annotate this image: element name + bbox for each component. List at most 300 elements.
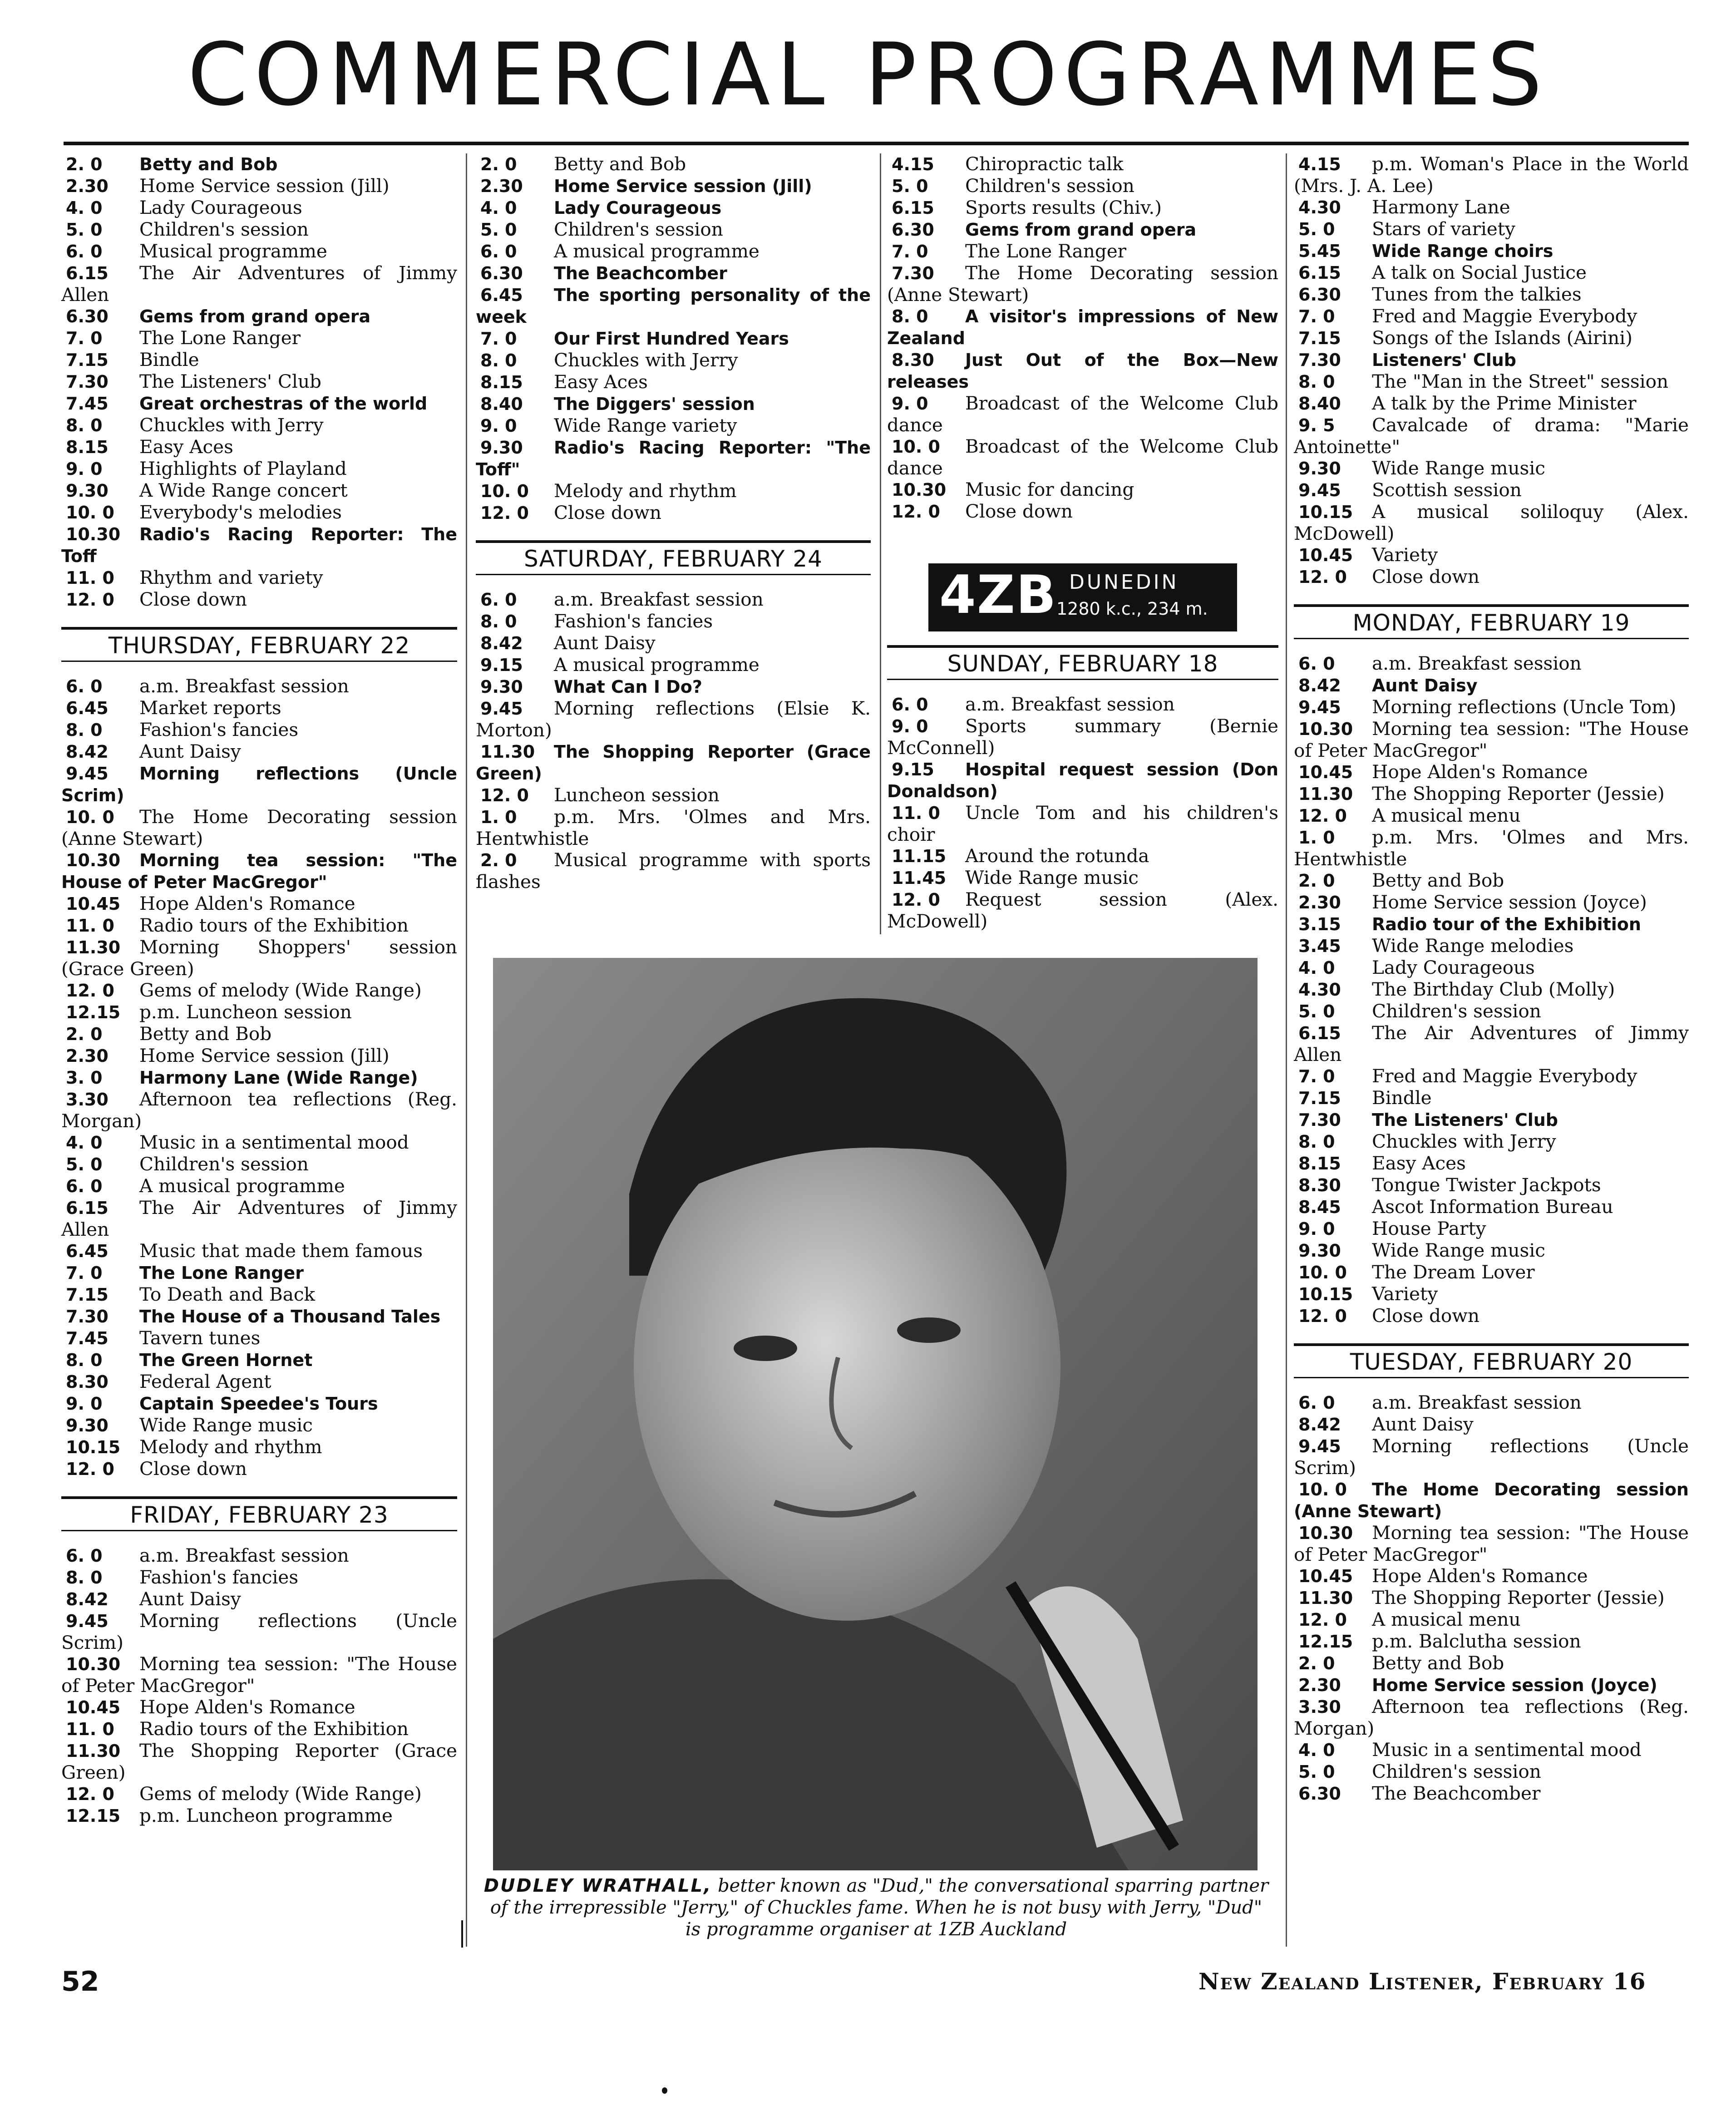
programme-title: The Air Adventures of Jimmy Allen — [61, 1197, 457, 1240]
programme-entry — [1294, 1652, 1689, 1674]
programme-entry — [476, 219, 871, 241]
programme-title: Chuckles with Jerry — [1372, 1130, 1556, 1152]
programme-title: Hospital request session (Don Donaldson) — [887, 760, 1278, 801]
programme-entry — [1294, 913, 1689, 935]
programme-entry — [887, 759, 1278, 802]
programme-title: Close down — [554, 502, 662, 523]
thursday-heading: THURSDAY, FEBRUARY 22 — [61, 627, 457, 662]
programme-entry — [61, 458, 457, 480]
programme-title: Wide Range music — [1372, 1239, 1545, 1261]
programme-entry — [887, 241, 1278, 262]
programme-title: The Lone Ranger — [965, 240, 1127, 262]
caption-name: DUDLEY WRATHALL, — [483, 1875, 712, 1896]
footer-rule — [461, 1920, 463, 1948]
programme-entry — [61, 697, 457, 719]
programme-time: 2. 0 — [66, 154, 103, 174]
programme-entry — [887, 306, 1278, 349]
programme-time: 12. 0 — [66, 1459, 114, 1479]
programme-time: 12.15 — [66, 1806, 121, 1826]
programme-title: Cavalcade of drama: "Marie Antoinette" — [1294, 414, 1689, 458]
programme-title: Betty and Bob — [1372, 869, 1504, 891]
programme-entry — [61, 219, 457, 241]
programme-title: Broadcast of the Welcome Club dance — [887, 435, 1278, 479]
programme-entry — [1294, 1609, 1689, 1631]
programme-time: 10.30 — [1298, 1523, 1353, 1543]
programme-time: 7.30 — [66, 372, 108, 392]
programme-entry — [61, 741, 457, 763]
programme-time: 4.30 — [1298, 980, 1341, 1000]
programme-title: Highlights of Playland — [139, 458, 347, 479]
programme-time: 9.45 — [1298, 697, 1341, 717]
programme-time: 7. 0 — [480, 329, 517, 349]
programme-entry — [476, 153, 871, 175]
programme-title: The Beachcomber — [1372, 1782, 1541, 1804]
programme-entry — [1294, 1001, 1689, 1022]
programme-entry — [61, 1653, 457, 1697]
programme-entry — [61, 676, 457, 697]
programme-time: 8.42 — [480, 633, 523, 653]
programme-time: 7. 0 — [892, 242, 928, 261]
title-rule — [64, 142, 1689, 145]
programme-time: 12. 0 — [66, 590, 114, 610]
programme-time: 9. 0 — [892, 394, 928, 414]
programme-entry — [887, 501, 1278, 523]
programme-title: Fashion's fancies — [554, 610, 713, 632]
programme-time: 10.45 — [66, 894, 121, 914]
programme-title: a.m. Breakfast session — [139, 675, 349, 697]
programme-time: 5. 0 — [66, 220, 103, 240]
programme-entry — [61, 1023, 457, 1045]
programme-title: Harmony Lane — [1372, 196, 1510, 218]
programme-entry — [61, 1045, 457, 1067]
programme-time: 10.30 — [892, 480, 947, 500]
programme-entry — [476, 611, 871, 632]
programme-title: Aunt Daisy — [1372, 1413, 1474, 1435]
programme-time: 10. 0 — [892, 437, 940, 457]
programme-title: Tongue Twister Jackpots — [1372, 1174, 1601, 1196]
programme-time: 3.30 — [66, 1090, 108, 1110]
programme-title: The Air Adventures of Jimmy Allen — [61, 262, 457, 306]
programme-entry — [61, 153, 457, 175]
programme-time: 8.40 — [480, 394, 523, 414]
programme-entry — [887, 845, 1278, 867]
programme-title: Radio tours of the Exhibition — [139, 1718, 409, 1740]
programme-title: Musical programme with sports flashes — [476, 849, 871, 893]
programme-entry — [476, 741, 871, 784]
programme-title: Afternoon tea reflections (Reg. Morgan) — [61, 1088, 457, 1132]
programme-title: Uncle Tom and his children's choir — [887, 802, 1278, 845]
programme-entry — [1294, 1783, 1689, 1805]
publication-line: New Zealand Listener, February 16 — [1198, 1968, 1647, 1995]
programme-title: The "Man in the Street" session — [1372, 370, 1669, 392]
programme-time: 6.15 — [1298, 263, 1341, 283]
programme-time: 10.45 — [1298, 545, 1353, 565]
programme-time: 12. 0 — [66, 1784, 114, 1804]
programme-entry — [1294, 935, 1689, 957]
programme-title: Morning Shoppers' session (Grace Green) — [61, 936, 457, 980]
programme-entry — [887, 867, 1278, 889]
friday-heading: FRIDAY, FEBRUARY 23 — [61, 1496, 457, 1531]
programme-entry — [61, 523, 457, 567]
programme-time: 10.15 — [66, 1437, 121, 1457]
tuesday-heading: TUESDAY, FEBRUARY 20 — [1294, 1343, 1689, 1378]
programme-time: 2. 0 — [1298, 871, 1335, 891]
programme-title: Betty and Bob — [139, 1023, 272, 1045]
column-divider-2 — [880, 153, 881, 934]
programme-entry — [61, 589, 457, 611]
programme-time: 4. 0 — [66, 198, 103, 218]
programme-title: Betty and Bob — [1372, 1652, 1504, 1674]
programme-entry — [1294, 197, 1689, 218]
programme-time: 9. 0 — [480, 416, 517, 436]
programme-entry — [61, 1436, 457, 1458]
programme-time: 6. 0 — [66, 1546, 103, 1566]
programme-title: Fred and Maggie Everybody — [1372, 305, 1637, 327]
programme-time: 8.42 — [1298, 1415, 1341, 1435]
programme-title: Our First Hundred Years — [554, 329, 789, 349]
programme-time: 5.45 — [1298, 241, 1341, 261]
programme-title: Easy Aces — [554, 371, 648, 393]
programme-entry — [61, 306, 457, 327]
programme-title: Easy Aces — [139, 436, 233, 458]
monday-heading: MONDAY, FEBRUARY 19 — [1294, 604, 1689, 639]
programme-entry — [61, 436, 457, 458]
programme-time: 3.30 — [1298, 1697, 1341, 1717]
programme-time: 10. 0 — [1298, 1263, 1347, 1282]
programme-entry — [1294, 870, 1689, 892]
programme-time: 5. 0 — [480, 220, 517, 240]
programme-time: 8.30 — [1298, 1175, 1341, 1195]
programme-time: 4. 0 — [480, 198, 517, 218]
programme-time: 10.15 — [1298, 1284, 1353, 1304]
programme-time: 7. 0 — [1298, 306, 1335, 326]
programme-title: p.m. Luncheon session — [139, 1001, 352, 1023]
programme-entry — [476, 241, 871, 262]
programme-time: 8. 0 — [1298, 372, 1335, 392]
programme-title: The Shopping Reporter (Jessie) — [1372, 783, 1665, 804]
programme-time: 9. 0 — [66, 459, 103, 479]
programme-time: 7.30 — [1298, 1110, 1341, 1130]
programme-title: p.m. Woman's Place in the World (Mrs. J. A. Lee) — [1294, 153, 1689, 197]
page-title: COMMERCIAL PROGRAMMES — [187, 25, 1549, 125]
programme-time: 10. 0 — [66, 503, 114, 523]
programme-title: Sports summary (Bernie McConnell) — [887, 715, 1278, 759]
col2-top-list — [476, 153, 871, 524]
programme-entry — [476, 437, 871, 480]
programme-time: 9.30 — [480, 438, 523, 458]
programme-time: 12. 0 — [66, 981, 114, 1001]
station-frequency: 1280 k.c., 234 m. — [1056, 599, 1208, 619]
programme-entry — [61, 349, 457, 371]
programme-title: Home Service session (Jill) — [554, 176, 812, 196]
programme-entry — [61, 480, 457, 502]
programme-title: The Lone Ranger — [139, 1263, 304, 1283]
programme-time: 8. 0 — [480, 612, 517, 631]
programme-time: 6. 0 — [480, 242, 517, 261]
programme-time: 7.15 — [66, 1285, 108, 1305]
station-banner — [928, 563, 1237, 631]
programme-title: Request session (Alex. McDowell) — [887, 888, 1278, 932]
programme-title: Federal Agent — [139, 1371, 271, 1392]
programme-entry — [1294, 1392, 1689, 1414]
programme-title: a.m. Breakfast session — [1372, 1391, 1582, 1413]
programme-time: 7.15 — [1298, 328, 1341, 348]
programme-entry — [61, 1371, 457, 1393]
programme-entry — [61, 1240, 457, 1262]
programme-entry — [1294, 1065, 1689, 1087]
programme-title: Broadcast of the Welcome Club dance — [887, 392, 1278, 436]
programme-entry — [1294, 1240, 1689, 1262]
programme-title: Listeners' Club — [1372, 350, 1517, 370]
programme-entry — [1294, 544, 1689, 566]
friday-list — [61, 1545, 457, 1827]
programme-time: 2. 0 — [66, 1024, 103, 1044]
programme-time: 6. 0 — [1298, 1393, 1335, 1413]
programme-time: 6. 0 — [892, 695, 928, 715]
programme-title: The Shopping Reporter (Jessie) — [1372, 1587, 1665, 1608]
programme-entry — [1294, 827, 1689, 870]
programme-title: Great orchestras of the world — [139, 394, 428, 414]
column-2 — [476, 153, 871, 893]
programme-entry — [61, 1197, 457, 1240]
programme-entry — [1294, 1283, 1689, 1305]
programme-title: p.m. Mrs. 'Olmes and Mrs. Hentwhistle — [1294, 826, 1689, 870]
programme-title: Hope Alden's Romance — [1372, 1565, 1588, 1587]
programme-entry — [476, 676, 871, 698]
programme-entry — [887, 694, 1278, 715]
sunday-list — [887, 694, 1278, 932]
programme-time: 1. 0 — [480, 807, 517, 827]
programme-title: Gems of melody (Wide Range) — [139, 1783, 422, 1805]
programme-time: 12. 0 — [892, 890, 940, 910]
programme-time: 4.15 — [892, 154, 934, 174]
programme-entry — [61, 1067, 457, 1089]
programme-entry — [1294, 1196, 1689, 1218]
programme-title: Sports results (Chiv.) — [965, 197, 1162, 218]
programme-time: 8. 0 — [1298, 1132, 1335, 1152]
programme-title: Gems from grand opera — [965, 220, 1197, 240]
programme-entry — [887, 393, 1278, 436]
programme-entry — [61, 1154, 457, 1175]
programme-time: 8.40 — [1298, 394, 1341, 414]
programme-entry — [1294, 371, 1689, 393]
programme-title: a.m. Breakfast session — [1372, 652, 1582, 674]
programme-entry — [1294, 1131, 1689, 1153]
programme-entry — [1294, 393, 1689, 414]
programme-entry — [887, 715, 1278, 759]
programme-title: Hope Alden's Romance — [139, 893, 355, 914]
programme-time: 12.15 — [1298, 1632, 1353, 1652]
programme-title: The Listeners' Club — [1372, 1110, 1558, 1130]
programme-title: Children's session — [139, 1153, 309, 1175]
programme-entry — [476, 328, 871, 350]
programme-entry — [476, 262, 871, 284]
programme-time: 2.30 — [480, 176, 523, 196]
programme-title: Morning tea session: "The House of Peter MacGregor" — [61, 850, 457, 892]
programme-title: Gems from grand opera — [139, 306, 371, 326]
programme-title: a.m. Breakfast session — [139, 1544, 349, 1566]
programme-entry — [1294, 262, 1689, 284]
programme-time: 12. 0 — [480, 503, 529, 523]
programme-entry — [1294, 1674, 1689, 1696]
programme-time: 12. 0 — [892, 502, 940, 522]
programme-time: 6.15 — [892, 198, 934, 218]
programme-title: Betty and Bob — [554, 153, 686, 175]
programme-title: A musical programme — [139, 1175, 345, 1197]
programme-time: 9.30 — [1298, 1241, 1341, 1261]
programme-entry — [476, 654, 871, 676]
programme-time: 11.30 — [66, 937, 121, 957]
programme-title: Bindle — [139, 349, 199, 370]
programme-entry — [61, 241, 457, 262]
programme-title: a.m. Breakfast session — [554, 588, 764, 610]
programme-entry — [1294, 1631, 1689, 1652]
programme-entry — [1294, 218, 1689, 240]
programme-entry — [61, 1132, 457, 1154]
programme-entry — [1294, 761, 1689, 783]
programme-time: 6.30 — [480, 263, 523, 283]
station-city: DUNEDIN — [1069, 571, 1179, 594]
programme-title: The Birthday Club (Molly) — [1372, 978, 1615, 1000]
programme-title: A musical soliloquy (Alex. McDowell) — [1294, 501, 1689, 544]
programme-title: Morning reflections (Uncle Scrim) — [61, 764, 457, 805]
programme-time: 8. 0 — [892, 306, 928, 326]
programme-time: 3. 0 — [66, 1068, 103, 1088]
programme-time: 5. 0 — [1298, 1001, 1335, 1021]
programme-title: Home Service session (Jill) — [139, 1045, 390, 1066]
programme-entry — [1294, 805, 1689, 827]
programme-title: Children's session — [965, 175, 1134, 197]
programme-entry — [1294, 1218, 1689, 1240]
programme-time: 6.30 — [66, 306, 108, 326]
programme-title: A Wide Range concert — [139, 479, 348, 501]
programme-entry — [476, 175, 871, 197]
programme-title: The Lone Ranger — [139, 327, 301, 349]
programme-entry — [1294, 501, 1689, 544]
programme-title: Songs of the Islands (Airini) — [1372, 327, 1632, 349]
programme-entry — [61, 937, 457, 980]
programme-time: 8.30 — [66, 1372, 108, 1392]
programme-title: Music in a sentimental mood — [139, 1131, 409, 1153]
programme-time: 2.30 — [66, 1046, 108, 1066]
programme-title: Hope Alden's Romance — [1372, 761, 1588, 783]
programme-entry — [476, 849, 871, 893]
programme-time: 9.45 — [66, 764, 108, 784]
programme-title: Wide Range music — [1372, 457, 1545, 479]
programme-time: 7. 0 — [1298, 1066, 1335, 1086]
programme-title: Easy Aces — [1372, 1152, 1466, 1174]
programme-time: 4. 0 — [1298, 1740, 1335, 1760]
programme-time: 3.15 — [1298, 914, 1341, 934]
programme-time: 12. 0 — [1298, 1306, 1347, 1326]
programme-time: 11. 0 — [66, 1719, 114, 1739]
programme-title: Music in a sentimental mood — [1372, 1739, 1642, 1761]
programme-time: 7.45 — [66, 394, 108, 414]
programme-time: 9. 0 — [892, 716, 928, 736]
sunday-heading: SUNDAY, FEBRUARY 18 — [887, 645, 1278, 680]
programme-entry — [1294, 696, 1689, 718]
programme-entry — [1294, 783, 1689, 805]
programme-title: Betty and Bob — [139, 154, 278, 174]
programme-title: Children's session — [1372, 1761, 1541, 1782]
programme-time: 1. 0 — [1298, 828, 1335, 848]
programme-time: 7. 0 — [66, 328, 103, 348]
print-dot — [662, 2087, 667, 2094]
monday-list — [1294, 653, 1689, 1327]
programme-entry — [476, 784, 871, 806]
programme-title: A visitor's impressions of New Zealand — [887, 306, 1278, 348]
col3-top-list — [887, 153, 1278, 523]
programme-time: 4. 0 — [66, 1133, 103, 1153]
programme-entry — [61, 1349, 457, 1371]
programme-time: 9.15 — [892, 760, 934, 779]
programme-title: A musical programme — [554, 654, 760, 676]
programme-entry — [61, 1327, 457, 1349]
programme-time: 9.45 — [480, 699, 523, 719]
programme-entry — [1294, 458, 1689, 479]
programme-time: 12. 0 — [480, 785, 529, 805]
programme-title: Chuckles with Jerry — [139, 414, 324, 436]
column-4 — [1294, 153, 1689, 1805]
programme-title: A talk on Social Justice — [1372, 261, 1587, 283]
programme-title: Tunes from the talkies — [1372, 283, 1582, 305]
programme-title: Harmony Lane (Wide Range) — [139, 1068, 418, 1088]
programme-title: p.m. Balclutha session — [1372, 1630, 1581, 1652]
programme-title: Wide Range melodies — [1372, 935, 1574, 957]
programme-entry — [1294, 1153, 1689, 1174]
programme-time: 6.30 — [1298, 285, 1341, 305]
programme-title: The Beachcomber — [554, 263, 727, 283]
programme-title: The Shopping Reporter (Grace Green) — [61, 1740, 457, 1783]
programme-time: 6.15 — [66, 1198, 108, 1218]
programme-time: 11.30 — [1298, 784, 1353, 804]
programme-entry — [61, 327, 457, 349]
programme-title: To Death and Back — [139, 1283, 316, 1305]
programme-title: Aunt Daisy — [1372, 676, 1478, 695]
programme-title: The Green Hornet — [139, 1350, 313, 1370]
programme-title: Aunt Daisy — [554, 632, 656, 654]
programme-entry — [61, 175, 457, 197]
programme-title: The sporting personality of the week — [476, 285, 871, 327]
programme-entry — [1294, 1479, 1689, 1522]
programme-entry — [61, 1718, 457, 1740]
programme-time: 8.15 — [480, 372, 523, 392]
programme-entry — [61, 1545, 457, 1567]
programme-entry — [61, 1458, 457, 1480]
programme-title: A talk by the Prime Minister — [1372, 392, 1637, 414]
programme-time: 8.15 — [66, 437, 108, 457]
programme-entry — [61, 719, 457, 741]
programme-entry — [61, 1610, 457, 1653]
programme-entry — [887, 349, 1278, 393]
programme-entry — [1294, 653, 1689, 675]
programme-entry — [1294, 675, 1689, 696]
programme-time: 10.30 — [66, 1654, 121, 1674]
programme-title: The Listeners' Club — [139, 370, 321, 392]
programme-title: A musical menu — [1372, 804, 1521, 826]
programme-time: 5. 0 — [66, 1154, 103, 1174]
programme-title: Close down — [139, 1458, 247, 1480]
programme-title: The Shopping Reporter (Grace Green) — [476, 742, 871, 784]
programme-entry — [476, 284, 871, 328]
programme-time: 11.30 — [480, 742, 535, 762]
programme-title: House Party — [1372, 1218, 1486, 1239]
programme-title: Radio's Racing Reporter: "The Toff" — [476, 438, 871, 479]
programme-entry — [1294, 1109, 1689, 1131]
programme-time: 9.30 — [66, 1416, 108, 1435]
programme-title: Gems of melody (Wide Range) — [139, 979, 422, 1001]
programme-time: 12. 0 — [1298, 806, 1347, 826]
